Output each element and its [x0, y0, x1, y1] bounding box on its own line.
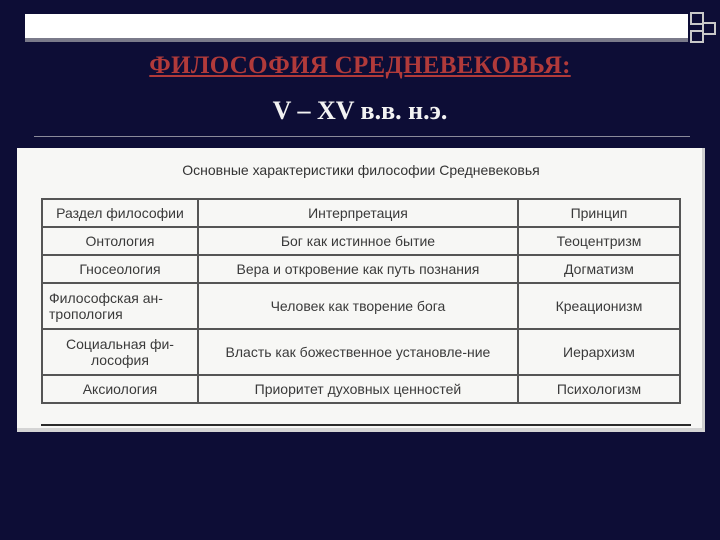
table-row [42, 329, 680, 375]
interpretation-cell: Бог как истинное бытие [198, 227, 518, 255]
interpretation-cell: Приоритет духовных ценностей [198, 375, 518, 403]
table-row [42, 283, 680, 329]
section-cell: Аксиология [42, 375, 198, 403]
corner-square-decoration [702, 22, 716, 35]
top-bar [25, 14, 688, 39]
principle-cell: Креационизм [518, 283, 680, 329]
principle-cell: Психологизм [518, 375, 680, 403]
principle-cell: Догматизм [518, 255, 680, 283]
header-cell-section: Раздел философии [42, 199, 198, 227]
table-header-row [42, 199, 680, 227]
scan-bottom-line [41, 424, 691, 426]
section-cell: Гносеология [42, 255, 198, 283]
table-caption: Основные характеристики философии Средневековья [182, 162, 540, 178]
principle-cell: Иерархизм [518, 329, 680, 375]
table-row [42, 375, 680, 403]
interpretation-cell: Вера и откровение как путь познания [198, 255, 518, 283]
principle-cell: Теоцентризм [518, 227, 680, 255]
characteristics-table [41, 198, 681, 404]
section-cell: Онтология [42, 227, 198, 255]
scanned-table-image [17, 148, 705, 432]
interpretation-cell: Власть как божественное установле-ние [198, 329, 518, 375]
header-cell-principle: Принцип [518, 199, 680, 227]
slide-subtitle: V – XV в.в. н.э. [272, 96, 448, 125]
section-cell: Социальная фи-лософия [42, 329, 198, 375]
header-cell-interpretation: Интерпретация [198, 199, 518, 227]
slide-title: ФИЛОСОФИЯ СРЕДНЕВЕКОВЬЯ: [149, 52, 571, 79]
title-divider [34, 136, 690, 137]
top-bar-shadow [25, 38, 688, 42]
section-cell: Философская ан-тропология [42, 283, 198, 329]
interpretation-cell: Человек как творение бога [198, 283, 518, 329]
table-row [42, 255, 680, 283]
table-row [42, 227, 680, 255]
corner-square-decoration [690, 30, 704, 43]
